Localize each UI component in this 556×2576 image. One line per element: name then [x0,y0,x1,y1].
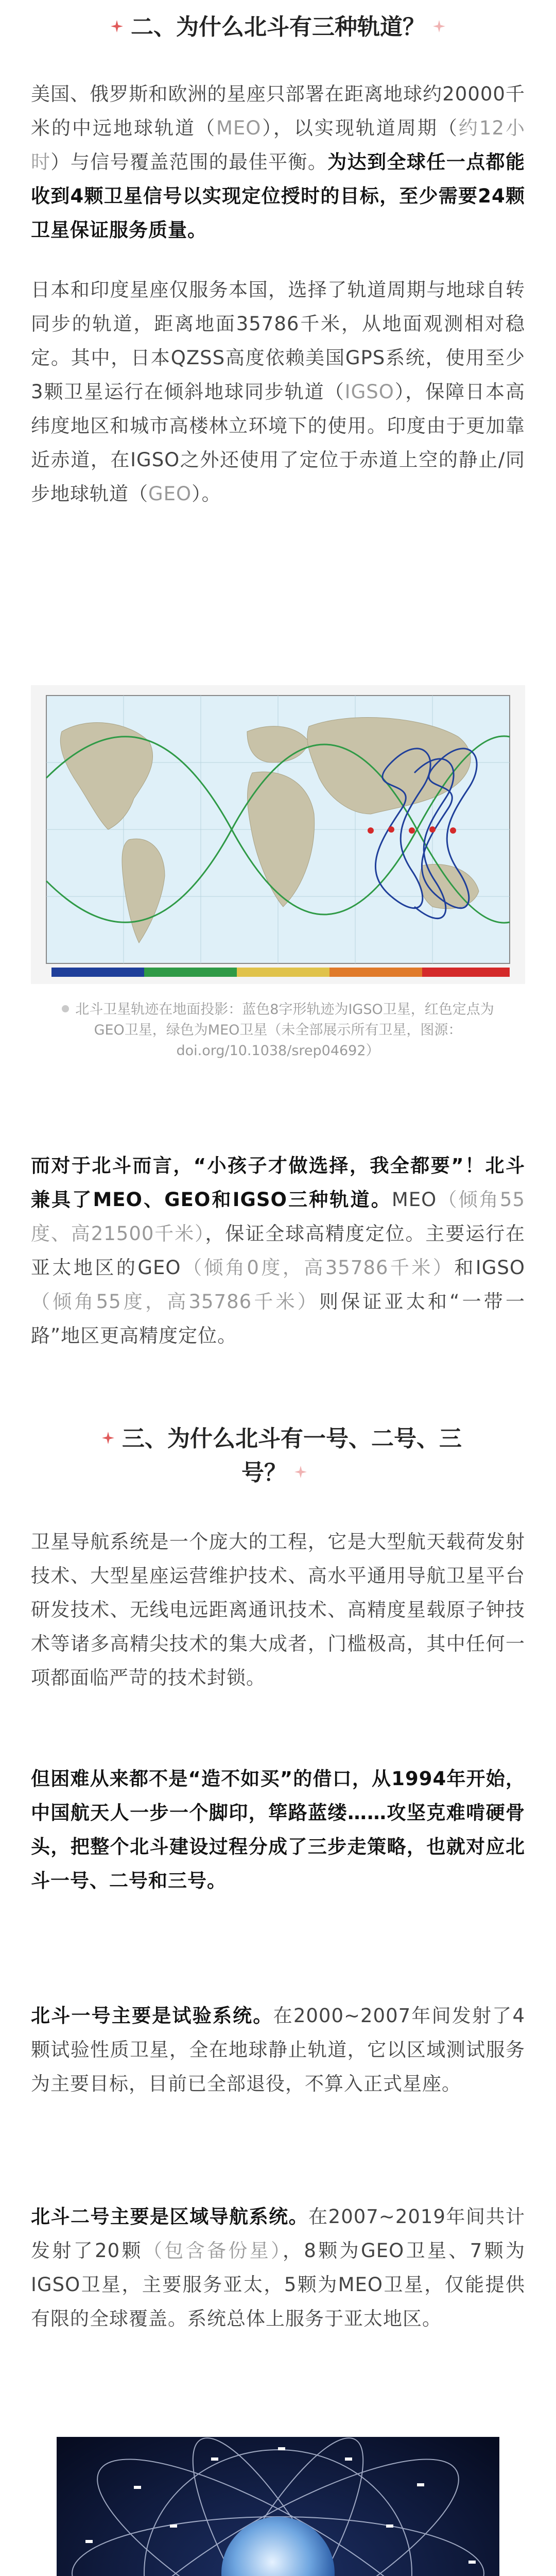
paragraph-beidou-orbits: 而对于北斗而言，“小孩子才做选择，我全都要”！北斗兼具了MEO、GEO和IGSO三种轨道。MEO（倾角55度、高21500千米），保证全球高精度定位。主要运行在亚太地区的GEO（倾角0度，高35786千米）和IGSO（倾角55度，高35786千米）则保证亚太和“一带一路”地区更高精度定位。 [31,1155,526,1347]
constellation-diagram [57,2437,499,2576]
section-heading-orbits [0,10,556,44]
caption-dot-icon [62,1005,69,1012]
ground-track-map [31,685,525,984]
sparkle-icon [101,1431,115,1445]
paragraph-beidou-2: 北斗二号主要是区域导航系统。在2007~2019年间共计发射了20颗（包含备份星），8颗为GEO卫星、7颗为IGSO卫星，主要服务亚太，5颗为MEO卫星，仅能提供有限的全球覆盖。系统总体上服务于亚太地区。 [31,2206,526,2330]
paragraph-geo-igso: 日本和印度星座仅服务本国，选择了轨道周期与地球自转同步的轨道，距离地面35786千米，从地面观测相对稳定。其中，日本QZSS高度依赖美国GPS系统，使用至少3颗卫星运行在倾斜地球同步轨道（IGSO），保障日本高纬度地区和城市高楼林立环境下的使用。印度由于更加靠近赤道，在IGSO之外还使用了定位于赤道上空的静止/同步地球轨道（GEO）。 [31,279,525,505]
paragraph-technology: 卫星导航系统是一个庞大的工程，它是大型航天载荷发射技术、大型星座运营维护技术、高水平通用导航卫星平台研发技术、无线电远距离通讯技术、高精度星载原子钟技术等诸多高精尖技术的集大成者，门槛极高，其中任何一项都面临严苛的技术封锁。 [31,1531,525,1689]
highlight-text: 为达到全球任一点都能收到4颗卫星信号以实现定位授时的目标，至少需要24颗卫星保证服务质量。 [31,151,526,241]
section-title: 二、为什么北斗有三种轨道？ [131,14,425,40]
section-heading-generations [0,1422,556,1490]
paragraph-beidou-1: 北斗一号主要是试验系统。在2000~2007年间发射了4颗试验性质卫星，全在地球静止轨道，它以区域测试服务为主要目标，目前已全部退役，不算入正式星座。 [31,2005,525,2095]
sparkle-icon [294,1465,307,1479]
sparkle-icon [432,20,446,33]
section-title-tail: 号？ [241,1460,287,1486]
section-title: 三、为什么北斗有一号、二号、三 [122,1426,462,1452]
sparkle-icon [110,20,124,33]
paragraph-three-steps: 但困难从来都不是“造不如买”的借口，从1994年开始，中国航天人一步一个脚印，筚路蓝缕……攻坚克难啃硬骨头，把整个北斗建设过程分成了三步走策略，也就对应北斗一号、二号和三号。 [31,1768,525,1892]
figure-caption: 北斗卫星轨迹在地面投影：蓝色8字形轨迹为IGSO卫星，红色定点为GEO卫星，绿色为MEO卫星（未全部展示所有卫星，图源：doi.org/10.1038/srep04692） [57,999,499,1061]
paragraph-meo: 美国、俄罗斯和欧洲的星座只部署在距离地球约20000千米的中远地球轨道（MEO），以实现轨道周期（约12小时）与信号覆盖范围的最佳平衡。为达到全球任一点都能收到4颗卫星信号以实现定位授时的目标，至少需要24颗卫星保证服务质量。 [31,83,526,241]
